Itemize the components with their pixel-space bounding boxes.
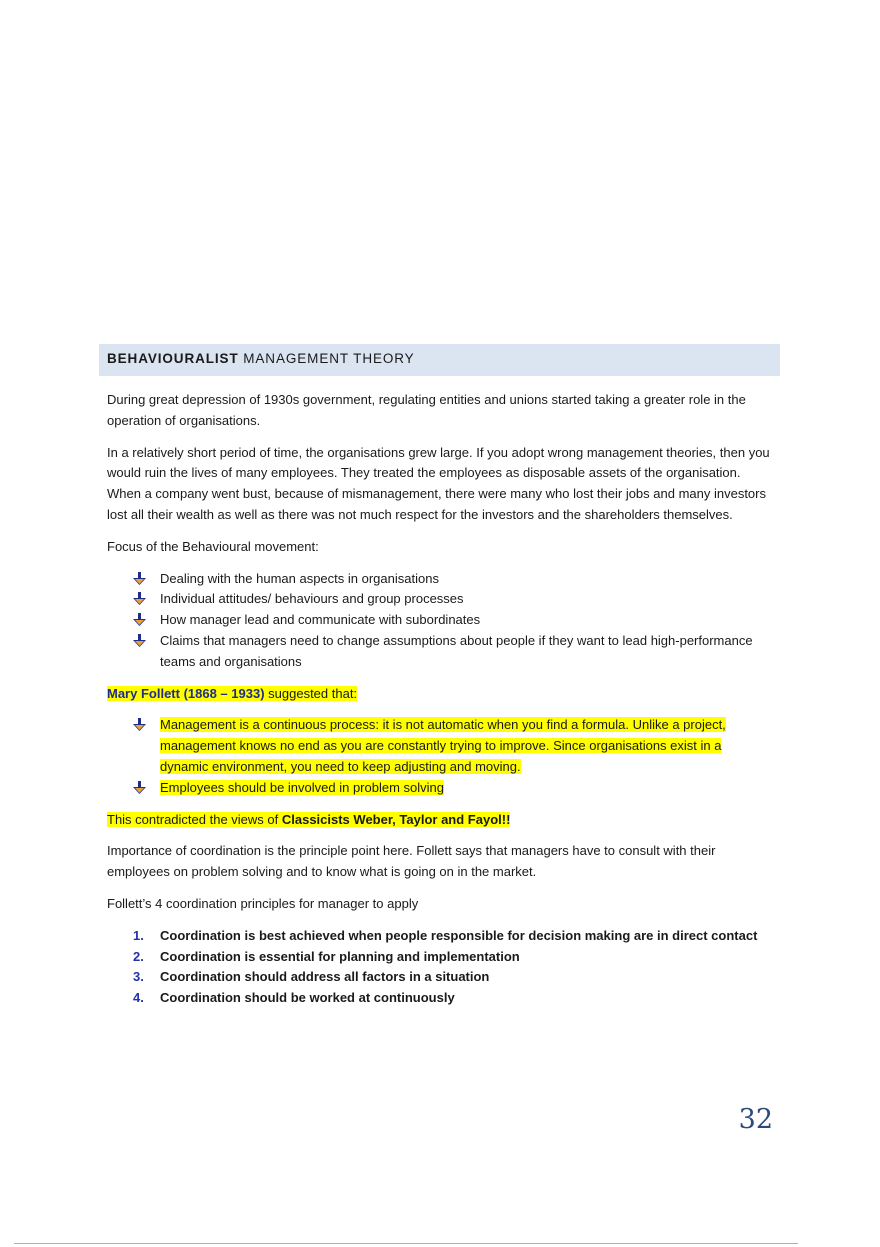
down-arrow-bullet-icon [133,613,146,627]
list-item [107,967,772,988]
footer-divider [14,1243,798,1244]
list-item [107,988,772,1009]
principle-number: 4. [133,990,144,1006]
list-item [107,778,772,799]
paragraph-coordination: Importance of coordination is the principle point here. Follett says that managers have to consult with their employees on problem solving and to know what is going on in the market. [107,843,716,880]
principle-text: Coordination is best achieved when people responsible for decision making are in direct contact [160,927,758,943]
focus-item-text: Claims that managers need to change assumptions about people if they want to lead high-performance teams and organisations [160,632,753,669]
principle-number: 1. [133,927,144,943]
paragraph-growth: In a relatively short period of time, the organisations grew large. If you adopt wrong management theories, then you would ruin the lives of many employees. They treated the employees as disposable assets of the organisation. When a company went bust, because of mismanagement, there were many who lost their jobs and many investors lost all their wealth as well as there was not much respect for the investors and the shareholders themselves. [107,444,770,522]
down-arrow-bullet-icon [133,592,146,606]
list-item [107,569,772,590]
list-item [107,610,772,631]
focus-list [107,569,772,673]
heading-bold: BEHAVIOURALIST [107,351,239,366]
follett-name: Mary Follett (1868 – 1933) [107,685,265,701]
section-heading [99,344,780,376]
follett-item-text: Management is a continuous process: it is not automatic when you find a formula. Unlike a project, management knows no end as you are constantly trying to improve. Since organisations exist in a dynamic environment, you need to keep adjusting and moving. [160,717,726,774]
list-item [107,631,772,673]
page-number: 32 [738,1104,773,1135]
follett-list [107,715,772,798]
contradiction-prefix: This contradicted the views of [107,811,282,827]
focus-item-text: Dealing with the human aspects in organisations [160,570,439,586]
follett-suffix: suggested that: [264,685,358,701]
down-arrow-bullet-icon [133,718,146,732]
focus-item-text: How manager lead and communicate with subordinates [160,612,481,628]
contradiction-line [107,810,772,831]
list-item [107,947,772,968]
list-item [107,589,772,610]
contradiction-bold: Classicists Weber, Taylor and Fayol!! [281,811,511,827]
heading-rest: MANAGEMENT THEORY [238,351,415,366]
list-item [107,926,772,947]
principles-list [107,926,772,1009]
paragraph-depression: During great depression of 1930s government, regulating entities and unions started taking a greater role in the operation of organisations. [107,392,746,428]
body-text [107,390,772,1009]
down-arrow-bullet-icon [133,572,146,586]
focus-item-text: Individual attitudes/ behaviours and group processes [160,591,464,607]
principle-text: Coordination should be worked at continuously [160,990,455,1006]
principle-number: 3. [133,969,144,985]
list-item [107,715,772,777]
follett-intro [107,684,772,705]
principle-number: 2. [133,948,144,964]
principle-text: Coordination should address all factors in a situation [160,969,490,985]
down-arrow-bullet-icon [133,781,146,795]
paragraph-focus-intro: Focus of the Behavioural movement: [107,538,319,554]
down-arrow-bullet-icon [133,634,146,648]
principle-text: Coordination is essential for planning and implementation [160,948,520,964]
paragraph-principles-intro: Follett’s 4 coordination principles for manager to apply [107,895,419,911]
follett-item-text: Employees should be involved in problem solving [160,779,444,795]
